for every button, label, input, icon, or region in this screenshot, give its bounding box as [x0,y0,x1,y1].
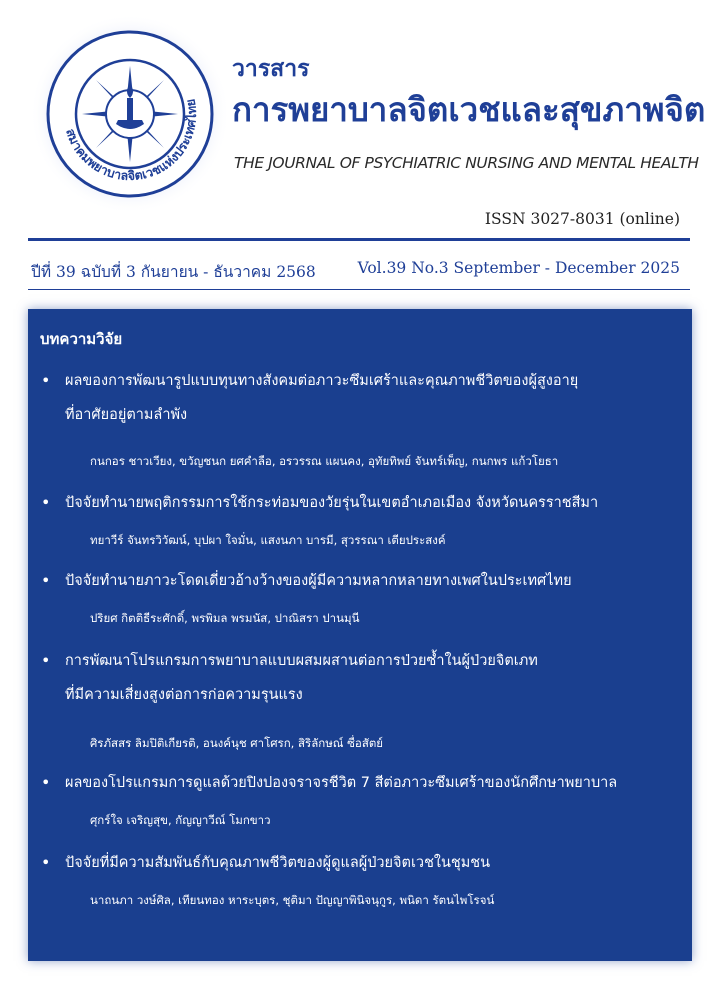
logo-emblem-icon [30,14,230,214]
table-of-contents [28,309,692,961]
article-title[interactable]: ปัจจัยทำนายภาวะโดดเดี่ยวอ้างว้างของผู้มีความหลากหลายทางเพศในประเทศไทย [65,573,572,589]
journal-title-thai: การพยาบาลจิตเวชและสุขภาพจิต [232,90,706,129]
article-authors: ศิรภัสสร ลิมปิติเกียรติ, อนงค์นุช ศาโศรก, สิริลักษณ์ ซื่อสัตย์ [90,736,384,750]
article-title[interactable]: การพัฒนาโปรแกรมการพยาบาลแบบผสมผสานต่อการป่วยซ้ำในผู้ป่วยจิตเภท ที่มีความเสี่ยงสูงต่อการก่อความรุนแรง [65,653,538,703]
article-title[interactable]: ปัจจัยทำนายพฤติกรรมการใช้กระท่อมของวัยรุ่นในเขตอำเภอเมือง จังหวัดนครราชสีมา [65,495,599,511]
header-divider-thin [28,289,690,290]
issue-info-english: Vol.39 No.3 September - December 2025 [357,259,680,277]
header-divider-thick [28,238,690,241]
article-title[interactable]: ผลของการพัฒนารูปแบบทุนทางสังคมต่อภาวะซึมเศร้าและคุณภาพชีวิตของผู้สูงอายุ ที่อาศัยอยู่ตามลำพัง [65,373,579,423]
article-authors: ปริยศ กิตติธีระศักดิ์, พรพิมล พรมนัส, ปาณิสรา ปานมุนี [90,611,360,625]
bullet-icon: • [41,853,51,872]
article-authors: ทยาวีร์ จันทรวิวัฒน์, บุปผา ใจมั่น, แสงนภา บารมี, สุวรรณา เตียประสงค์ [90,533,446,547]
article-authors: ศุกร์ใจ เจริญสุข, กัญญาวีณ์ โมกขาว [90,813,271,827]
article-title[interactable]: ผลของโปรแกรมการดูแลด้วยปิงปองจราจรชีวิต 7 สีต่อภาวะซึมเศร้าของนักศึกษาพยาบาล [65,775,618,791]
journal-label: วารสาร [232,56,310,82]
bullet-icon: • [41,371,51,390]
article-authors: กนกอร ชาวเวียง, ขวัญชนก ยศคำลือ, อรวรรณ แผนคง, อุทัยทิพย์ จันทร์เพ็ญ, กนกพร แก้วโยธา [90,454,559,468]
bullet-icon: • [41,773,51,792]
section-title: บทความวิจัย [40,330,123,348]
bullet-icon: • [41,571,51,590]
bullet-icon: • [41,651,51,670]
article-title[interactable]: ปัจจัยที่มีความสัมพันธ์กับคุณภาพชีวิตของผู้ดูแลผู้ป่วยจิตเวชในชุมชน [65,855,491,871]
issn-number: ISSN 3027-8031 (online) [484,210,680,228]
bullet-icon: • [41,493,51,512]
article-authors: นาถนภา วงษ์ศิล, เทียนทอง หาระบุตร, ชุติมา ปัญญาพินิจนุกูร, พนิดา รัตนไพโรจน์ [90,893,495,907]
issue-info-thai: ปีที่ 39 ฉบับที่ 3 กันยายน - ธันวาคม 2568 [31,263,316,281]
logo-ring-text: สมาคมพยาบาลจิตเวชแห่งประเทศไทย [63,97,200,184]
association-logo [30,14,230,214]
journal-title-english: THE JOURNAL OF PSYCHIATRIC NURSING AND MENTAL HEALTH [234,154,699,172]
